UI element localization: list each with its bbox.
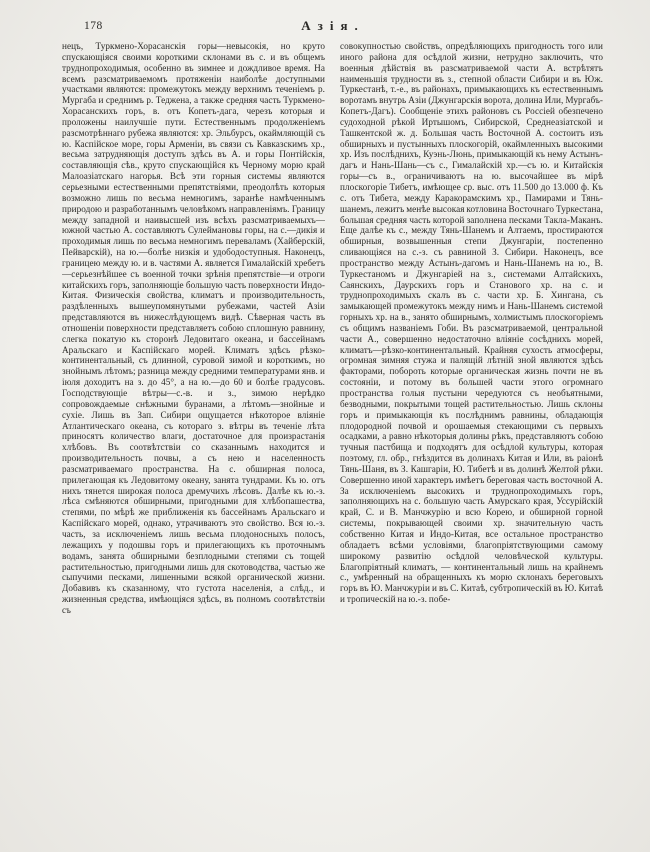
page-header-row: [62, 18, 604, 34]
text-columns: [62, 41, 604, 840]
text-column-left: нецъ, Туркмено-Хорасанскія горы—невысокія, но круто спускающіяся своими короткими склонами въ с. и въ общемъ труднопроходимыя, особенно въ зимнее и дождливое время. На всемъ разсматриваемомъ протяженіи наиболѣе доступными участками являются: промежутокъ между верхнимъ теченіемъ р. Мургаба и среднимъ р. Теджена, а также средняя часть Туркмено-Хорасанскихъ горъ, в. отъ Копетъ-дага, черезъ которыя и проложены наилучшіе пути. Естественнымъ продолженіемъ разсмотрѣннаго рубежа являются: хр. Эльбурсъ, окаймляющій съ ю. Каспійское море, горы Арменіи, въ связи съ Кавказскимъ хр., весьма затрудняющія доступъ здѣсь въ А. и горы Понтійскія, составляющія сѣв., круто спускающійся къ Черному морю край Малоазіатскаго нагорья. Всѣ эти горныя системы являются серьезными естественными препятствіями, преодолѣть которыя возможно лишь по весьма немногимъ, заранѣе намѣченнымъ природою и разработаннымъ человѣкомъ направленіямъ. Границу между западной и наивысшей изъ всѣхъ разсматриваемыхъ—южной частью А. составляютъ Сулеймановы горы, на с.—дикія и проходимыя лишь по весьма немногимъ переваламъ (Хайберскій, Пейварскій), на ю.—болѣе низкія и удободоступныя. Наконецъ, границею между ю. и в. частями А. является Гималайскій хребетъ—серьезнѣйшее съ военной точки зрѣнія препятствіе—и отроги китайскихъ горъ, заполняющіе большую часть поверхности Индо-Китая. Физическія свойства, климатъ и производительность, раздѣленныхъ вышеупомянутыми рубежами, частей Азіи представляются въ нижеслѣдующемъ видѣ. Сѣверная часть въ отношеніи поверхности представляетъ собою сплошную равнину, слегка покатую къ сторонѣ Ледовитаго океана, и бассейнамъ Аральскаго и Каспійскаго морей. Климатъ здѣсь рѣзко-континентальный, съ длинной, суровой зимой и короткимъ, но знойнымъ лѣтомъ; разница между средними температурами янв. и іюля доходитъ на з. до 45°, а на ю.—до 60 и болѣе градусовъ. Господствующіе вѣтры—с.-в. и з., зимою нерѣдко сопровождаемые снѣжными буранами, а лѣтомъ—знойные и сухіе. Лишь въ Зап. Сибири ощущается нѣкоторое вліяніе Атлантическаго океана, съ котораго з. вѣтры въ теченіе лѣта приносятъ количество влаги, достаточное для произрастанія хлѣбовъ. Въ соотвѣтствіи со сказаннымъ находится и производительность почвы, а съ нею и населенность разсматриваемаго пространства. На с. обширная полоса, прилегающая къ Ледовитому океану, занята тундрами. Къ ю. отъ нихъ тянется широкая полоса дремучихъ лѣсовъ. Далѣе къ ю.-з. лѣса смѣняются обширными, пригодными для хлѣбопашества, степями, по мѣрѣ же приближенія къ бассейнамъ Аральскаго и Каспійскаго морей, однако, утрачиваютъ это свойство. Вся ю.-з. часть, за исключеніемъ лишь весьма плодоносныхъ полосъ, лежащихъ у подошвы горъ и прилегающихъ къ проточнымъ водамъ, занята обширными безплодными степями съ тощей растительностью, пригодными лишь для скотоводства, частью же сыпучими песками, лишенными всякой органической жизни. Добавивъ къ сказанному, что густота населенія, а слѣд., и жизненныя средства, имѣющіяся здѣсь, въ полномъ соотвѣтствіи съ: [62, 41, 325, 615]
text-column-right: совокупностью свойствъ, опредѣляющихъ пригодность того или иного района для осѣдлой жизни, нетрудно заключить, что военныя дѣйствія въ разсматриваемой части А. встрѣтятъ наименьшія трудности въ з., степной области Сибири и въ Юж. Туркестанѣ, т.-е., въ районахъ, примыкающихъ къ естественнымъ воротамъ внутрь Азіи (Джунгарскія ворота, долина Или, Мургабъ-Копетъ-Дагъ). Сообщеніе этихъ районовъ съ Россіей обезпечено судоходной рѣкой Иртышомъ, Сибирской, Среднеазіатской и Ташкентской ж. д. Большая часть Восточной А. состоитъ изъ обширныхъ и пустынныхъ плоскогорій, окаймленныхъ высокими хр. Изъ послѣднихъ, Куэнь-Люнь, примыкающій къ нему Астынъ-дагъ и Нань-Шань—съ с., Гималайскій хр.—съ ю. и Китайскія горы—съ в., ограничиваютъ на ю. высочайшее въ мірѣ плоскогоріе Тибетъ, имѣющее ср. выс. отъ 11.500 до 13.000 ф. Къ с. отъ Тибета, между Каракорамскимъ хр., Памирами и Тянь-шанемъ, лежитъ менѣе высокая котловина Восточнаго Туркестана, большая средняя часть которой заполнена песками Такла-Маканъ. Еще далѣе къ с., между Тянь-Шанемъ и Алтаемъ, простираются обширныя, возвышенныя степи Джунгаріи, постепенно сливающіяся на с.-з. съ равниной З. Сибири. Наконецъ, все пространство между Астынъ-дагомъ и Нань-Шанемъ на ю., В. Туркестаномъ и Джунгаріей на з., системами Алтайскихъ, Саянскихъ, Даурскихъ горъ и Станового хр. на с. и труднопроходимыхъ скалъ въ с. части хр. Б. Хингана, съ замыкающей промежутокъ между нимъ и Нань-Шанемъ системой горныхъ хр. на в., занято обширнымъ, холмистымъ плоскогоріемъ съ общимъ названіемъ Гоби. Въ разсматриваемой, центральной части А., совершенно недостаточно вліяніе сосѣднихъ морей, климатъ—рѣзко-континентальный. Крайняя сухость атмосферы, огромная зимняя стужа и палящій лѣтній зной являются здѣсь факторами, побороть которые органическая жизнь почти не въ состояніи, и потому въ большей части этого огромнаго пространства голыя пустыни чередуются съ необъятными, безводными, покрытыми тощей растительностью. Лишь склоны горъ и примыкающія къ послѣднимъ равнины, обладающія плодородной почвой и орошаемыя стекающими съ первыхъ осадками, а равно нѣкоторыя долины рѣкъ, представляютъ собою тучныя пастбища и подходятъ для осѣдлой культуры, которая поэтому, гл. обр., гнѣздится въ долинахъ Китая и Или, въ раіонѣ Тянь-Шаня, въ З. Кашгаріи, Ю. Тибетѣ и въ долинѣ Желтой рѣки. Совершенно иной характеръ имѣетъ береговая часть восточной А. За исключеніемъ высокихъ и труднопроходимыхъ горъ, заполняющихъ на с. большую часть Амурскаго края, Уссурійскій край, С. и В. Манчжурію и всю Корею, и обширной горной системы, покрывающей своими хр. значительную часть собственно Китая и Индо-Китая, все остальное пространство обладаетъ всѣми условіями, благопріятствующими самому широкому развитію осѣдлой человѣческой культуры. Благопріятный климатъ, — континентальный лишь на крайнемъ с., умѣренный на обращенныхъ къ морю склонахъ береговыхъ горъ въ Ю. Манчжуріи и въ С. Китаѣ, субтропическій въ Ю. Китаѣ и тропическій на ю.-з. побе-: [340, 41, 603, 605]
page-number: 178: [84, 20, 103, 32]
page-title: Азія.: [301, 18, 365, 33]
